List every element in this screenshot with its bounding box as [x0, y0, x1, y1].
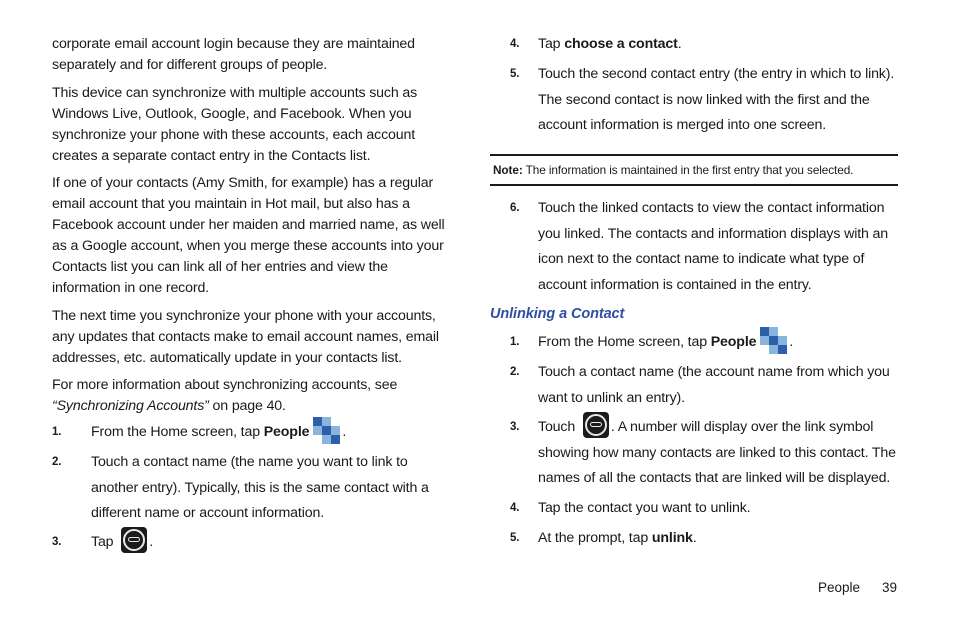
step-item: [490, 415, 898, 492]
footer-section: People: [818, 580, 861, 595]
step-text-pre: Touch: [538, 419, 579, 435]
step-text-pre: Tap: [538, 36, 565, 52]
step-text: [538, 330, 898, 356]
step-text-bold: People: [263, 424, 310, 440]
step-text-post: . A number will display over the link symbol showing how many contacts are linked to this contact. The names of all the contacts that are linked will be displayed.: [538, 419, 896, 486]
link-contact-icon: [121, 527, 147, 553]
step-text-post: .: [789, 334, 794, 350]
step-number: 1.: [52, 426, 62, 438]
step-number: 5.: [510, 68, 520, 80]
reference-suffix: on page 40.: [208, 398, 286, 414]
step-text: [91, 420, 452, 446]
link-contact-icon: [583, 412, 609, 438]
step-item: [490, 330, 898, 356]
step-text-bold: unlink: [651, 530, 693, 546]
step-text-pre: From the Home screen, tap: [538, 334, 711, 350]
step-text: [538, 32, 898, 58]
step-text: [91, 530, 452, 556]
step-item: [490, 32, 898, 58]
step-item: [490, 62, 898, 139]
step-number: 6.: [510, 202, 520, 214]
step-text: [538, 526, 898, 552]
step-text: Touch the second contact entry (the entry in which to link). The second contact is now linked with the first and the account information is merged into one screen.: [538, 66, 895, 133]
reference-link[interactable]: “Synchronizing Accounts”: [52, 398, 209, 414]
step-item: [490, 496, 898, 522]
step-number: 4.: [510, 502, 520, 514]
step-item: [52, 420, 452, 446]
step-number: 2.: [52, 456, 62, 468]
paragraph: corporate email account login because they are maintained separately and for different groups of people.: [52, 36, 415, 73]
step-item: [52, 530, 452, 556]
step-item: [490, 526, 898, 552]
paragraph: This device can synchronize with multiple accounts such as Windows Live, Outlook, Google, and Facebook. When you synchronize your phone with these accounts, each account creates a separate contact entry in the Contacts list.: [52, 85, 418, 164]
step-text-post: .: [692, 530, 697, 546]
note-label: Note:: [493, 163, 523, 177]
step-text: Touch a contact name (the name you want to link to another entry). Typically, this is the same contact with a different name or account information.: [91, 454, 429, 521]
step-text-pre: From the Home screen, tap: [91, 424, 264, 440]
step-text: [538, 415, 898, 492]
step-text-pre: Tap: [91, 534, 118, 550]
paragraph: If one of your contacts (Amy Smith, for example) has a regular email account that you maintain in Hot mail, but also has a Facebook account under her maiden and married name, as well as a Google account, when you merge these accounts into your Contacts list you can link all of her entries and view the information in one record.: [52, 175, 445, 296]
step-number: 3.: [52, 536, 62, 548]
step-number: 3.: [510, 421, 520, 433]
step-text: Tap the contact you want to unlink.: [538, 500, 751, 516]
step-item: [52, 450, 452, 527]
step-text-pre: At the prompt, tap: [538, 530, 652, 546]
people-app-icon: [313, 417, 340, 444]
step-text-post: .: [677, 36, 682, 52]
paragraph: The next time you synchronize your phone with your accounts, any updates that contacts make to email account names, email addresses, etc. automatically update in your contacts list.: [52, 308, 439, 366]
reference-paragraph: [52, 375, 452, 417]
note-box: [490, 154, 898, 186]
step-item: [490, 360, 898, 411]
step-text-post: .: [149, 534, 154, 550]
step-text-post: .: [342, 424, 347, 440]
step-text-bold: choose a contact: [564, 36, 678, 52]
footer-page-number: 39: [882, 580, 898, 595]
step-number: 5.: [510, 532, 520, 544]
step-number: 2.: [510, 366, 520, 378]
step-text-bold: People: [710, 334, 757, 350]
section-heading: Unlinking a Contact: [490, 306, 625, 322]
reference-prefix: For more information about synchronizing accounts, see: [52, 377, 398, 393]
step-text: Touch the linked contacts to view the contact information you linked. The contacts and information displays with an icon next to the contact name to indicate what type of account information is contained in the entry.: [538, 200, 889, 293]
step-number: 1.: [510, 336, 520, 348]
people-app-icon: [760, 327, 787, 354]
step-text: Touch a contact name (the account name from which you want to unlink an entry).: [538, 364, 890, 406]
step-number: 4.: [510, 38, 520, 50]
note-text: The information is maintained in the first entry that you selected.: [522, 163, 854, 177]
step-item: [490, 196, 898, 298]
